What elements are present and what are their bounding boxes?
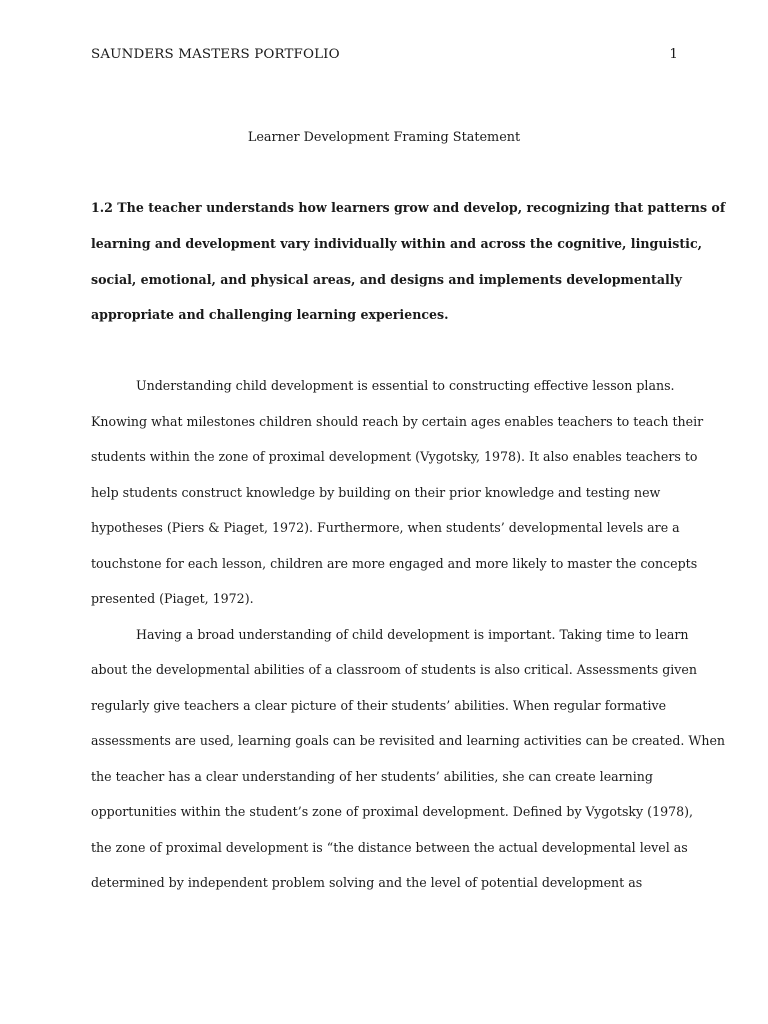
standard-line: 1.2 The teacher understands how learners grow and develop, recognizing that patterns of xyxy=(91,200,726,215)
paragraph-line: students within the zone of proximal development (Vygotsky, 1978). It also enables teachers to xyxy=(91,449,698,464)
standard-line: appropriate and challenging learning experiences. xyxy=(91,307,449,322)
document-title: Learner Development Framing Statement xyxy=(247,130,521,145)
paragraph-line: hypotheses (Piers & Piaget, 1972). Furthermore, when students’ developmental levels are a xyxy=(91,520,680,535)
paragraph-line: Understanding child development is essential to constructing effective lesson plans. xyxy=(136,378,675,393)
running-head xyxy=(91,47,678,67)
paragraph-line: opportunities within the student’s zone of proximal development. Defined by Vygotsky (1978), xyxy=(91,804,694,819)
paragraph-line: the zone of proximal development is “the distance between the actual developmental level as xyxy=(91,840,688,855)
paragraph-line: touchstone for each lesson, children are more engaged and more likely to master the concepts xyxy=(91,556,698,571)
paragraph-line: help students construct knowledge by building on their prior knowledge and testing new xyxy=(91,485,661,500)
standard-line: social, emotional, and physical areas, and designs and implements developmentally xyxy=(91,272,682,287)
paragraph-line: the teacher has a clear understanding of her students’ abilities, she can create learning xyxy=(91,769,653,784)
paragraph-line: about the developmental abilities of a classroom of students is also critical. Assessments given xyxy=(91,662,697,677)
paragraph-line: presented (Piaget, 1972). xyxy=(91,591,254,606)
paragraph-line: Knowing what milestones children should reach by certain ages enables teachers to teach their xyxy=(91,414,704,429)
paragraph-line: Having a broad understanding of child development is important. Taking time to learn xyxy=(136,627,689,642)
paragraph-line: regularly give teachers a clear picture of their students’ abilities. When regular formative xyxy=(91,698,667,713)
running-head-title: SAUNDERS MASTERS PORTFOLIO xyxy=(91,47,340,62)
page-number: 1 xyxy=(669,47,678,62)
paragraph-line: assessments are used, learning goals can be revisited and learning activities can be created. When xyxy=(91,733,726,748)
standard-line: learning and development vary individually within and across the cognitive, linguistic, xyxy=(91,236,703,251)
paragraph-line: determined by independent problem solving and the level of potential development as xyxy=(91,875,643,890)
